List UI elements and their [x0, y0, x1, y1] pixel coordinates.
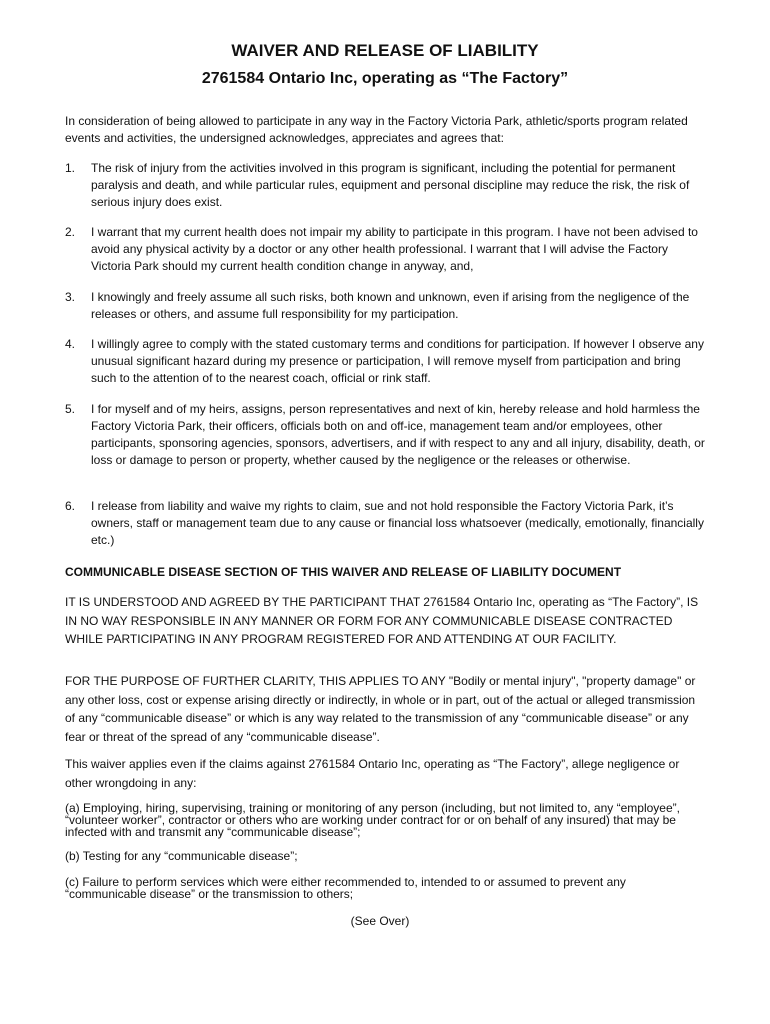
document-title: WAIVER AND RELEASE OF LIABILITY: [231, 41, 539, 60]
list-number: 2.: [65, 225, 76, 239]
list-text: I for myself and of my heirs, assigns, person representatives and next of kin, hereby release and hold harmless the Factory Victoria Park, their officers, officials both on and off-ice, management team and/or employees, other participants, sponsoring agencies, sponsors, advertisers, and if with respect to any and all injury, disability, death, or loss or damage to person or property, whether caused by the negligence or the releases or otherwise.: [91, 402, 705, 467]
list-text: I willingly agree to comply with the stated customary terms and conditions for participation. If however I observe any unusual significant hazard during my presence or participation, I will remove myself from participation and bring such to the attention of to the nearest coach, official or rink staff.: [91, 337, 704, 385]
list-number: 6.: [65, 499, 76, 513]
communicable-disease-heading: COMMUNICABLE DISEASE SECTION OF THIS WAIVER AND RELEASE OF LIABILITY DOCUMENT: [65, 565, 622, 579]
list-text: I release from liability and waive my rights to claim, sue and not hold responsible the Factory Victoria Park, it’s owners, staff or management team due to any cause or financial loss whatsoever (medically, emotionally, financially etc.): [91, 499, 704, 547]
list-text: I warrant that my current health does not impair my ability to participate in this program. I have not been advised to avoid any physical activity by a doctor or any other health professional. I warrant that I will advise the Factory Victoria Park should my current health condition change in anyway, and,: [91, 225, 698, 273]
list-number: 5.: [65, 402, 76, 416]
list-item-5: [65, 401, 705, 469]
document-subtitle: 2761584 Ontario Inc, operating as “The Factory”: [201, 70, 569, 87]
list-number: 1.: [65, 161, 76, 175]
list-item-2: [65, 224, 705, 275]
clarity-paragraph: FOR THE PURPOSE OF FURTHER CLARITY, THIS APPLIES TO ANY "Bodily or mental injury", "property damage" or any other loss, cost or expense arising directly or indirectly, in whole or in part, out of the actual or alleged transmission of any “communicable disease” or which is any way related to the transmission of any “communicable disease” or any fear or threat of the spread of any “communicable disease”.: [65, 674, 696, 744]
see-over-note: (See Over): [350, 914, 410, 928]
list-item-4: [65, 336, 705, 387]
list-item-6: [65, 498, 705, 549]
list-number: 3.: [65, 290, 76, 304]
clause-c: (c) Failure to perform services which were either recommended to, intended to or assumed to prevent any “communicable disease” or the transmission to others;: [65, 875, 626, 901]
list-text: The risk of injury from the activities involved in this program is significant, including the potential for permanent paralysis and death, and while particular rules, equipment and personal discipline may reduce the risk, the risk of serious injury does exist.: [91, 161, 690, 209]
applies-paragraph: This waiver applies even if the claims against 2761584 Ontario Inc, operating as “The Factory”, allege negligence or other wrongdoing in any:: [65, 757, 680, 790]
list-item-3: [65, 289, 705, 323]
intro-paragraph: In consideration of being allowed to participate in any way in the Factory Victoria Park, athletic/sports program related events and activities, the undersigned acknowledges, appreciates and agrees that:: [65, 114, 688, 145]
understood-paragraph: IT IS UNDERSTOOD AND AGREED BY THE PARTICIPANT THAT 2761584 Ontario Inc, operating as “The Factory”, IS IN NO WAY RESPONSIBLE IN ANY MANNER OR FORM FOR ANY COMMUNICABLE DISEASE CONTRACTED WHILE PARTICIPATING IN ANY PROGRAM REGISTERED FOR AND ATTENDING AT OUR FACILITY.: [65, 595, 699, 646]
list-number: 4.: [65, 337, 76, 351]
list-text: I knowingly and freely assume all such risks, both known and unknown, even if arising from the negligence of the releases or others, and assume full responsibility for my participation.: [91, 290, 690, 321]
clause-b: (b) Testing for any “communicable disease”;: [65, 849, 298, 863]
clause-a: (a) Employing, hiring, supervising, training or monitoring of any person (including, but not limited to, any “employee”, “volunteer worker”, contractor or others who are working under contract for or on behalf of any insured) that may be infected with and transmit any “communicable disease”;: [65, 801, 680, 839]
list-item-1: [65, 160, 705, 211]
